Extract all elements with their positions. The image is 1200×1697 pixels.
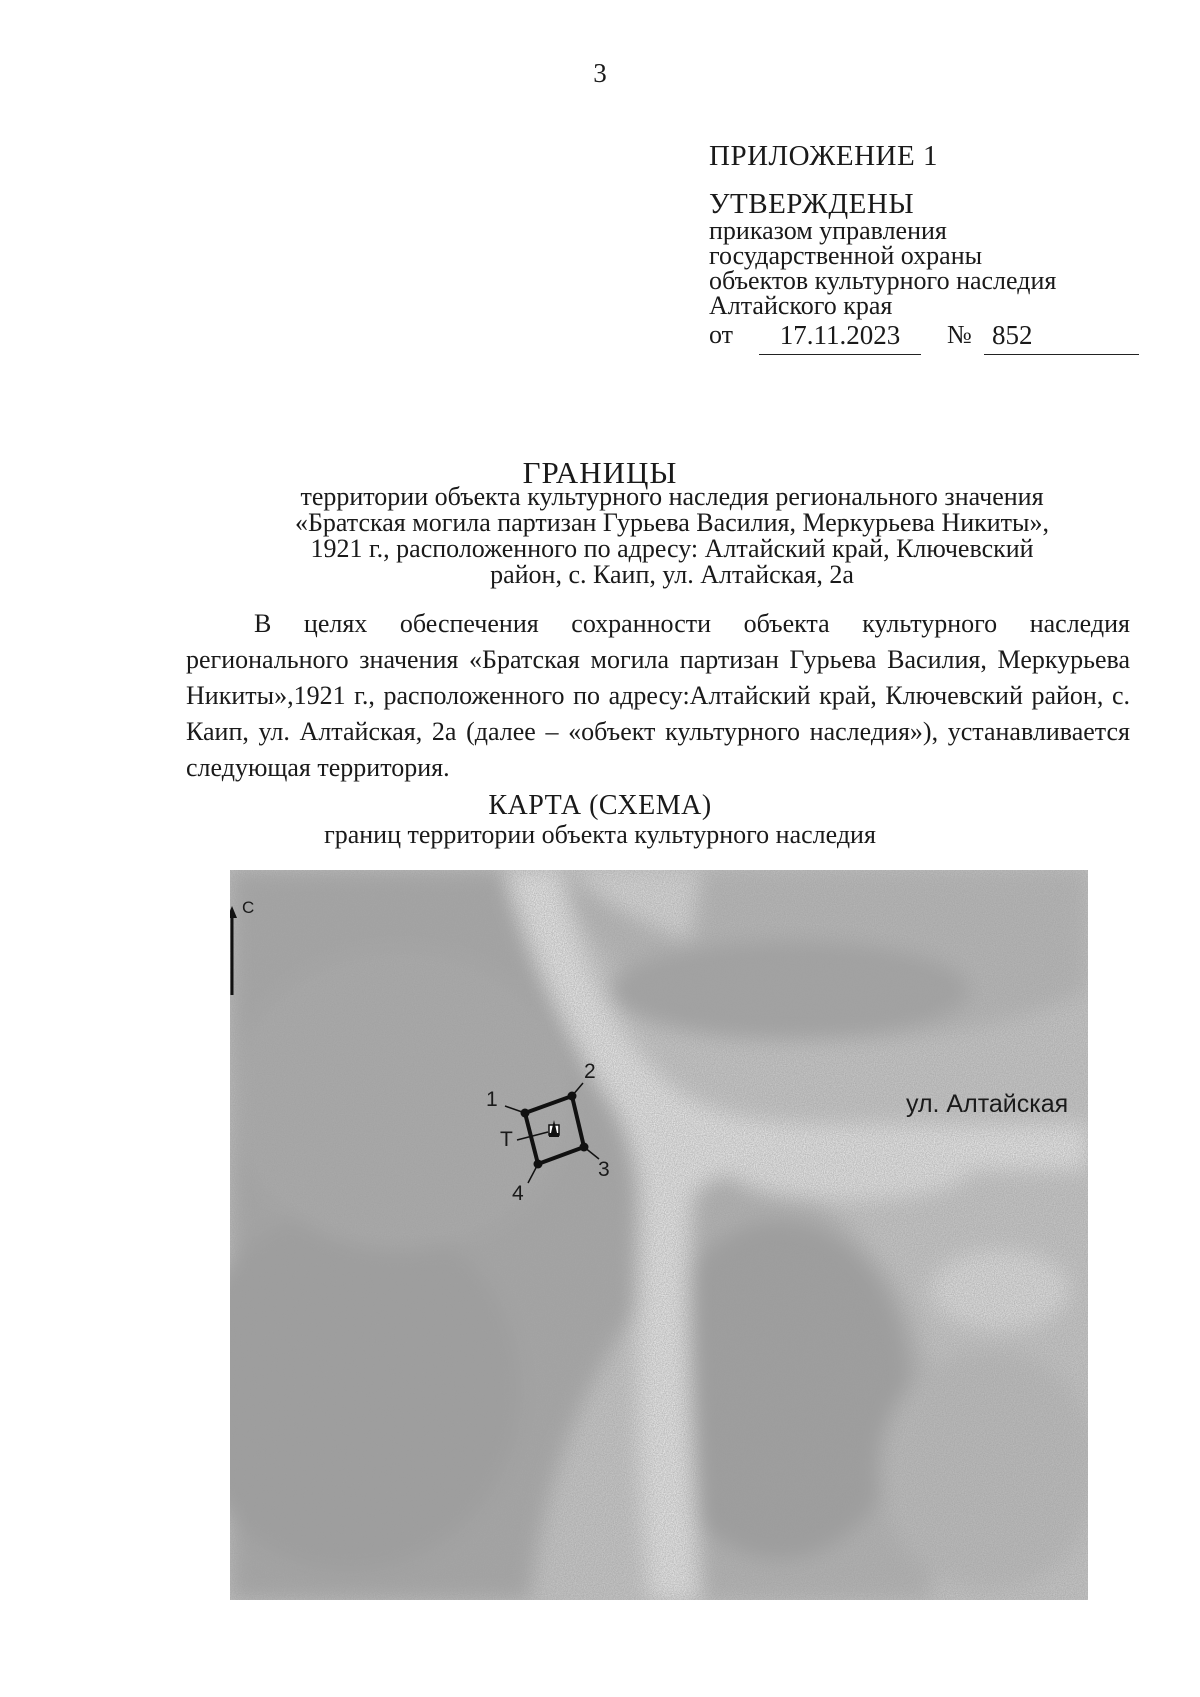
number-sign: № (947, 320, 972, 349)
date-prefix: от (709, 320, 734, 349)
subtitle-line: «Братская могила партизан Гурьева Василия, Меркурьева Никиты», (294, 508, 1050, 537)
subtitle-line: район, с. Каип, ул. Алтайская, 2а (490, 560, 854, 589)
street-label: ул. Алтайская (906, 1090, 1069, 1118)
map-subtitle: границ территории объекта культурного наследия (324, 820, 876, 849)
map-title: КАРТА (СХЕМА) (488, 790, 712, 821)
approval-line: государственной охраны (709, 241, 983, 270)
document-heading: ГРАНИЦЫ (522, 455, 678, 490)
order-date: 17.11.2023 (759, 320, 921, 355)
boundary-point-label: 4 (512, 1182, 524, 1205)
boundary-point-label: 2 (584, 1060, 596, 1083)
document-subtitle (232, 484, 1112, 588)
intro-paragraph: В целях обеспечения сохранности объекта культурного наследия регионального значения «Братская могила партизан Гурьева Василия, Меркурьева Никиты»,1921 г., расположенного по адресу:Алтайский край, Ключевский район, с. Каип, ул. Алтайская, 2а (далее – «объект культурного наследия»), устанавливается следующая территория. (186, 609, 1130, 782)
subtitle-line: 1921 г., расположенного по адресу: Алтайский край, Ключевский (310, 534, 1034, 563)
approval-issuer (709, 218, 1056, 318)
aerial-map (230, 870, 1088, 1600)
approval-line: приказом управления (709, 216, 947, 245)
appendix-label: ПРИЛОЖЕНИЕ 1 (709, 140, 938, 172)
order-number: 852 (984, 320, 1139, 355)
approved-label: УТВЕРЖДЕНЫ (709, 188, 915, 220)
north-label: С (242, 898, 255, 917)
boundary-point-label: 3 (598, 1158, 610, 1181)
approval-line: Алтайского края (709, 291, 893, 320)
map-imagery (230, 870, 1088, 1600)
page-number: 3 (593, 58, 607, 88)
subtitle-line: территории объекта культурного наследия регионального значения (300, 482, 1044, 511)
approval-line: объектов культурного наследия (709, 266, 1057, 295)
object-label: Т (500, 1128, 513, 1151)
boundary-point-label: 1 (486, 1088, 498, 1111)
order-date-number (709, 320, 1139, 360)
